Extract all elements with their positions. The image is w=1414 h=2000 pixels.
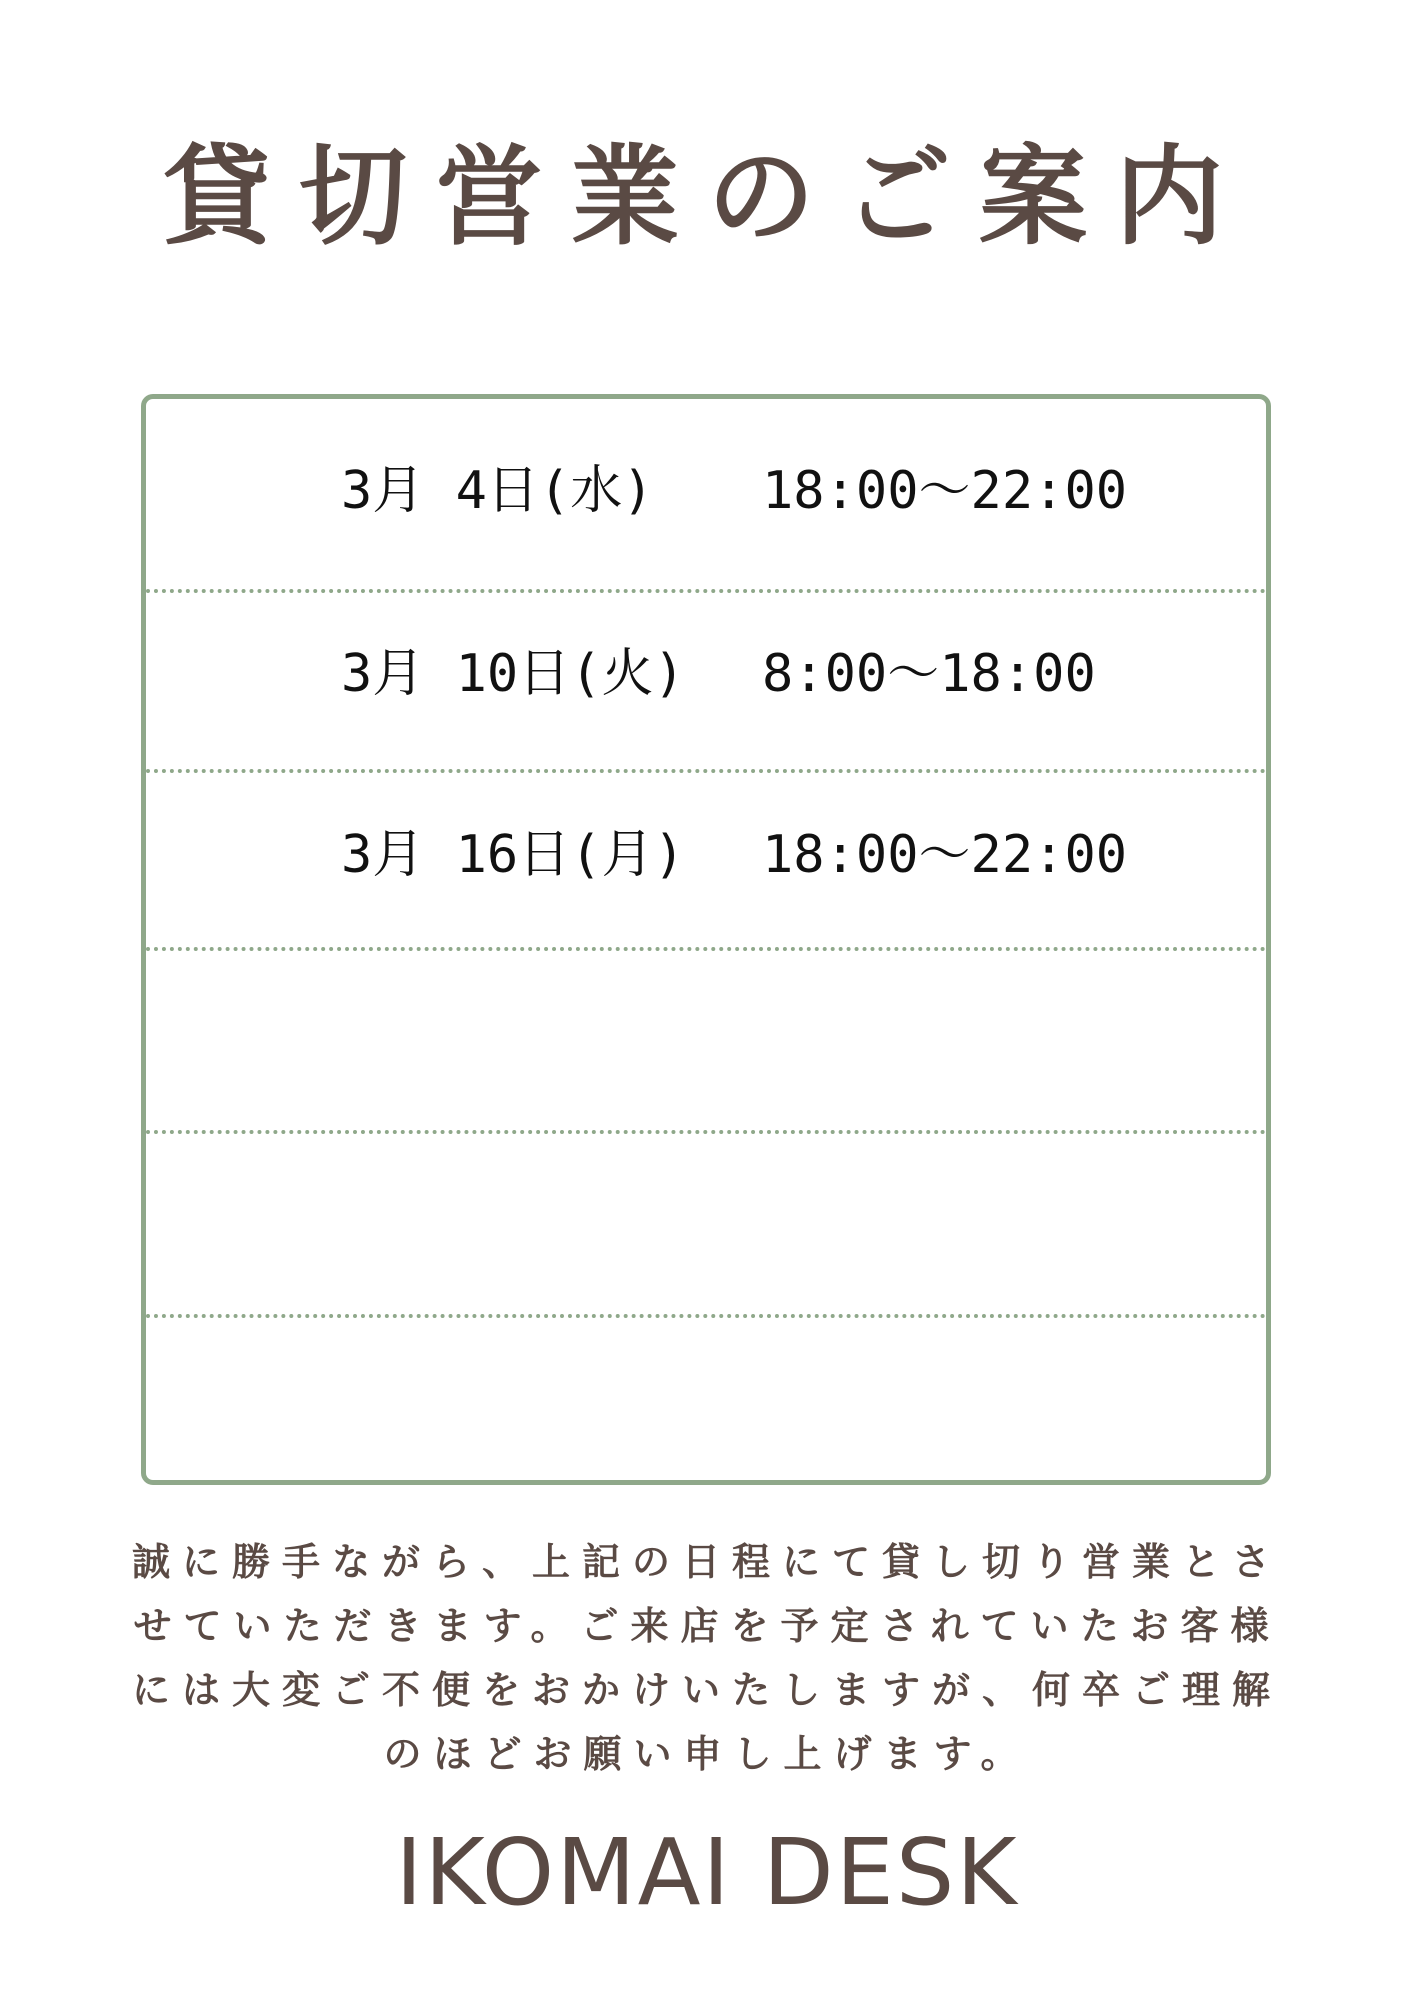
row-divider	[146, 1130, 1266, 1134]
row-divider	[146, 947, 1266, 951]
notice-line-2: せていただきます。ご来店を予定されていたお客様	[133, 1604, 1281, 1648]
page-title: 貸切営業のご案内	[162, 135, 1251, 260]
row-divider	[146, 769, 1266, 773]
row-divider	[146, 1314, 1266, 1318]
notice-line-4: のほどお願い申し上げます。	[383, 1732, 1031, 1776]
schedule-time-1: 18:00〜22:00	[762, 461, 1128, 521]
brand-name: IKOMAI DESK	[395, 1819, 1019, 1926]
schedule-table	[141, 394, 1271, 1485]
schedule-date-3: 3月 16日(月)	[341, 825, 685, 885]
row-divider	[146, 589, 1266, 593]
schedule-date-1: 3月 4日(水)	[341, 461, 654, 521]
notice-line-3: には大変ご不便をおかけいたしますが、何卒ご理解	[131, 1668, 1282, 1712]
schedule-date-2: 3月 10日(火)	[341, 644, 685, 704]
notice-message	[100, 1530, 1314, 1786]
notice-line-1: 誠に勝手ながら、上記の日程にて貸し切り営業とさ	[131, 1540, 1282, 1584]
schedule-time-2: 8:00〜18:00	[762, 644, 1096, 704]
schedule-time-3: 18:00〜22:00	[762, 825, 1128, 885]
